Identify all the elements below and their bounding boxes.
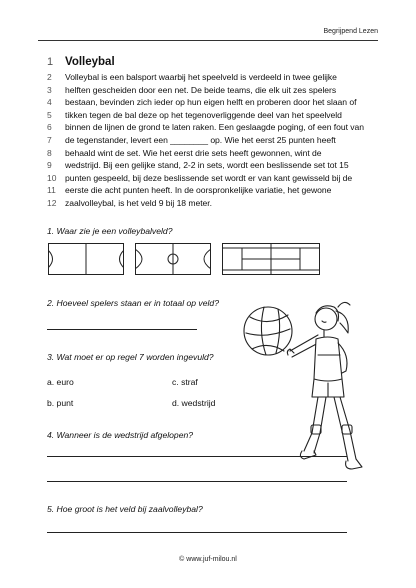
line-text: binnen de lijnen de grond te laten raken. Een geslaagde poging, of een fout van: [65, 122, 364, 133]
passage-line: [47, 185, 387, 198]
option-c[interactable]: c. straf: [172, 377, 198, 387]
field-option-handball[interactable]: [48, 243, 124, 275]
line-text: zaalvolleybal, is het veld 9 bij 18 meter.: [65, 197, 212, 208]
question-2: 2. Hoeveel spelers staan er in totaal op veld?: [47, 298, 219, 308]
answer-line-q2[interactable]: [47, 329, 197, 330]
volleyball-court-icon: [135, 243, 211, 275]
line-number: 2: [47, 72, 52, 82]
passage-line: [47, 148, 387, 161]
line-number: 8: [47, 147, 52, 158]
line-text: bestaan, bevinden zich ieder op hun eigen helft en proberen door het slaan of: [65, 97, 357, 108]
line-number: 10: [47, 172, 57, 183]
handball-court-icon: [48, 243, 124, 275]
line-number: 12: [47, 197, 57, 208]
option-b[interactable]: b. punt: [47, 398, 74, 408]
line-number: 7: [47, 134, 52, 145]
line-text: behaald wint de set. Wie het eerst drie sets heeft gewonnen, wint de: [65, 147, 322, 158]
passage-line: [47, 122, 387, 135]
line-number: 11: [47, 185, 56, 196]
reading-passage: [47, 52, 387, 211]
line-text: wedstrijd. Bij een gelijke stand, 2-2 in sets, wordt een beslissende set tot 15: [65, 160, 349, 171]
line-number: 6: [47, 122, 52, 133]
passage-line: [47, 85, 387, 98]
header-tag: Begrijpend Lezen: [323, 28, 378, 35]
line-text: tikken tegen de bal deze op het tegenoverliggende deel van het speelveld: [65, 109, 342, 120]
title-line: [47, 52, 387, 72]
field-option-tennis[interactable]: [222, 243, 320, 275]
volleyball-player-illustration: [238, 293, 370, 483]
answer-line-q4-1[interactable]: [47, 456, 347, 457]
question-1: 1. Waar zie je een volleybalveld?: [47, 226, 173, 236]
line-number: 4: [47, 97, 52, 108]
question-5: 5. Hoe groot is het veld bij zaalvolleybal?: [47, 504, 203, 514]
line-text: punten gespeeld, bij deze beslissende set wordt er van kant gewisseld bij de: [65, 172, 353, 183]
line-text: eerste die acht punten heeft. In de oorspronkelijke variatie, het gewone: [65, 185, 332, 196]
line-number: 9: [47, 160, 52, 171]
line-number: 3: [47, 84, 52, 95]
passage-line: [47, 198, 387, 211]
line-text: de tegenstander, levert een ________ op. Wie het eerst 25 punten heeft: [65, 134, 336, 145]
line-text: helften gescheiden door een net. De beide teams, die elk uit zes spelers: [65, 84, 337, 95]
passage-line: [47, 110, 387, 123]
line-text: Volleybal is een balsport waarbij het speelveld is verdeeld in twee gelijke: [65, 72, 337, 82]
passage-line: [47, 97, 387, 110]
question-4: 4. Wanneer is de wedstrijd afgelopen?: [47, 430, 194, 440]
answer-line-q5[interactable]: [47, 532, 347, 533]
question-3: 3. Wat moet er op regel 7 worden ingevuld?: [47, 352, 214, 362]
passage-line: [47, 135, 387, 148]
tennis-court-icon: [222, 243, 320, 275]
option-a[interactable]: a. euro: [47, 377, 74, 387]
header-rule: [38, 40, 378, 41]
answer-line-q4-2[interactable]: [47, 481, 347, 482]
field-option-volleyball[interactable]: [135, 243, 211, 275]
passage-title: Volleybal: [65, 56, 115, 68]
line-number: 5: [47, 109, 52, 120]
footer-url[interactable]: © www.juf-milou.nl: [179, 556, 237, 563]
passage-line: [47, 173, 387, 186]
passage-line: [47, 72, 387, 85]
option-d[interactable]: d. wedstrijd: [172, 398, 216, 408]
passage-line: [47, 160, 387, 173]
line-number: 1: [47, 56, 54, 68]
